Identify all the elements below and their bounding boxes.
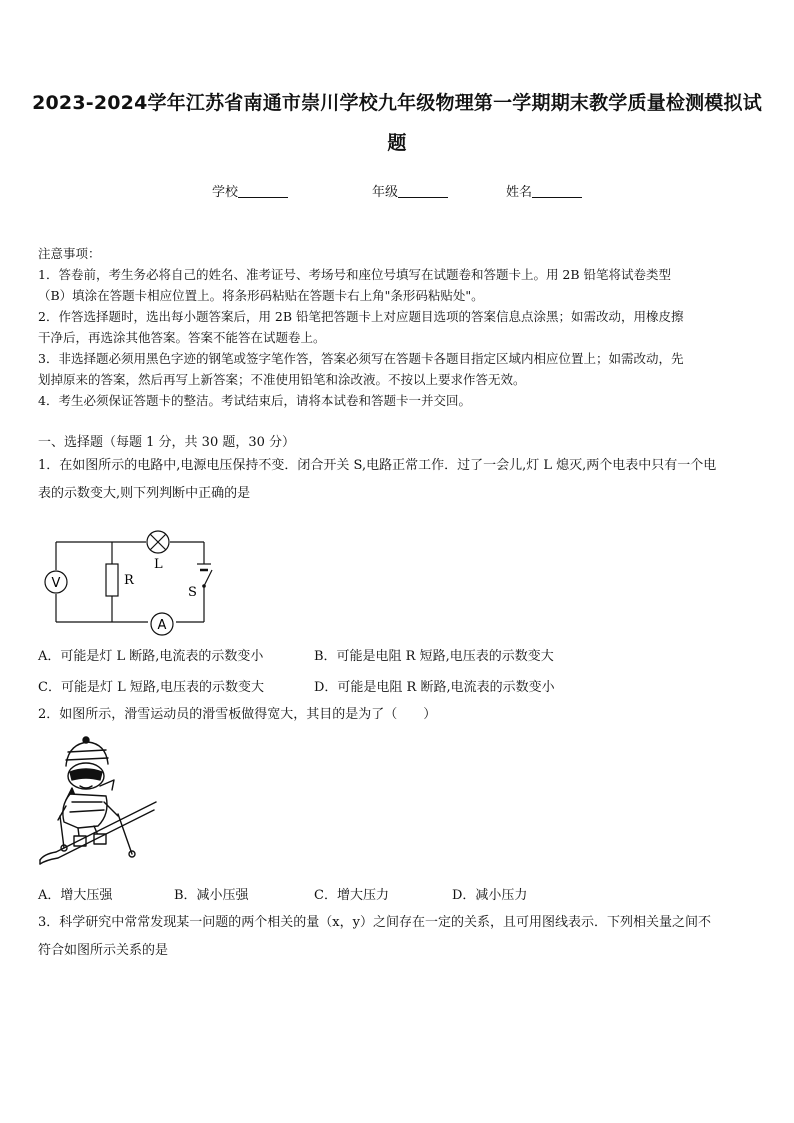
q2-option-d[interactable]: D．减小压力 [452, 888, 528, 903]
grade-label: 年级 [372, 185, 399, 200]
notice-line: （B）填涂在答题卡相应位置上。将条形码粘贴在答题卡右上角"条形码粘贴处"。 [38, 288, 484, 303]
question-1-stem [38, 452, 760, 508]
ammeter-icon [151, 613, 173, 635]
page-title-continued: 题 [387, 132, 407, 154]
q2-option-a[interactable]: A．增大压强 [38, 888, 113, 903]
notice-block [38, 243, 758, 411]
lamp-icon [147, 531, 169, 553]
notice-line: 3．非选择题必须用黑色字迹的钢笔或签字笔作答，答案必须写在答题卡各题目指定区域内相应位置上；如需改动，先 [38, 351, 684, 366]
resistor-label: R [124, 573, 134, 588]
school-field[interactable] [212, 181, 288, 200]
voltmeter-label: V [51, 576, 61, 591]
resistor-icon [106, 564, 118, 596]
switch-pivot-icon [202, 584, 206, 588]
lamp-label: L [154, 557, 163, 572]
circuit-diagram [38, 526, 218, 638]
question-3-stem [38, 909, 760, 965]
skier-illustration [36, 736, 158, 868]
notice-line: 4．考生必须保证答题卡的整洁。考试结束后，请将本试卷和答题卡一并交回。 [38, 393, 471, 408]
school-label: 学校 [212, 185, 239, 200]
q2-option-c[interactable]: C．增大压力 [314, 888, 389, 903]
q1-option-a[interactable]: A．可能是灯 L 断路,电流表的示数变小 [38, 649, 264, 664]
question-2-line: 2．如图所示，滑雪运动员的滑雪板做得宽大，其目的是为了（ ） [38, 707, 437, 722]
notice-line: 1．答卷前，考生务必将自己的姓名、准考证号、考场号和座位号填写在试题卷和答题卡上。用 2B 铅笔将试卷类型 [38, 267, 672, 282]
switch-label: S [188, 585, 197, 600]
q1-option-d[interactable]: D．可能是电阻 R 断路,电流表的示数变小 [314, 680, 555, 695]
question-1-line: 1．在如图所示的电路中,电源电压保持不变．闭合开关 S,电路正常工作．过了一会儿,灯 L 熄灭,两个电表中只有一个电 [38, 458, 717, 473]
notice-line: 干净后，再选涂其他答案。答案不能答在试题卷上。 [38, 330, 326, 345]
notice-heading: 注意事项： [38, 246, 101, 261]
question-1-line: 表的示数变大,则下列判断中正确的是 [38, 486, 251, 501]
battery-icon [197, 564, 211, 570]
question-2-stem [38, 701, 760, 729]
voltmeter-icon [45, 571, 67, 593]
name-blank[interactable] [532, 184, 582, 198]
page-title: 2023-2024学年江苏省南通市崇川学校九年级物理第一学期期末教学质量检测模拟试 [32, 92, 762, 114]
q1-option-c[interactable]: C．可能是灯 L 短路,电压表的示数变大 [38, 680, 264, 695]
school-blank[interactable] [238, 184, 288, 198]
q2-option-b[interactable]: B．减小压强 [174, 888, 249, 903]
name-label: 姓名 [506, 185, 533, 200]
name-field[interactable] [506, 181, 582, 200]
question-3-line: 3．科学研究中常常发现某一问题的两个相关的量（x，y）之间存在一定的关系，且可用图线表示．下列相关量之间不 [38, 915, 711, 930]
section-heading: 一、选择题（每题 1 分，共 30 题，30 分） [38, 435, 296, 450]
q1-option-b[interactable]: B．可能是电阻 R 短路,电压表的示数变大 [314, 649, 554, 664]
question-3-line: 符合如图所示关系的是 [38, 943, 169, 958]
grade-field[interactable] [372, 181, 448, 200]
ammeter-label: A [157, 618, 167, 633]
notice-line: 2．作答选择题时，选出每小题答案后，用 2B 铅笔把答题卡上对应题目选项的答案信息点涂黑；如需改动，用橡皮擦 [38, 309, 684, 324]
grade-blank[interactable] [398, 184, 448, 198]
notice-line: 划掉原来的答案，然后再写上新答案；不准使用铅笔和涂改液。不按以上要求作答无效。 [38, 372, 526, 387]
